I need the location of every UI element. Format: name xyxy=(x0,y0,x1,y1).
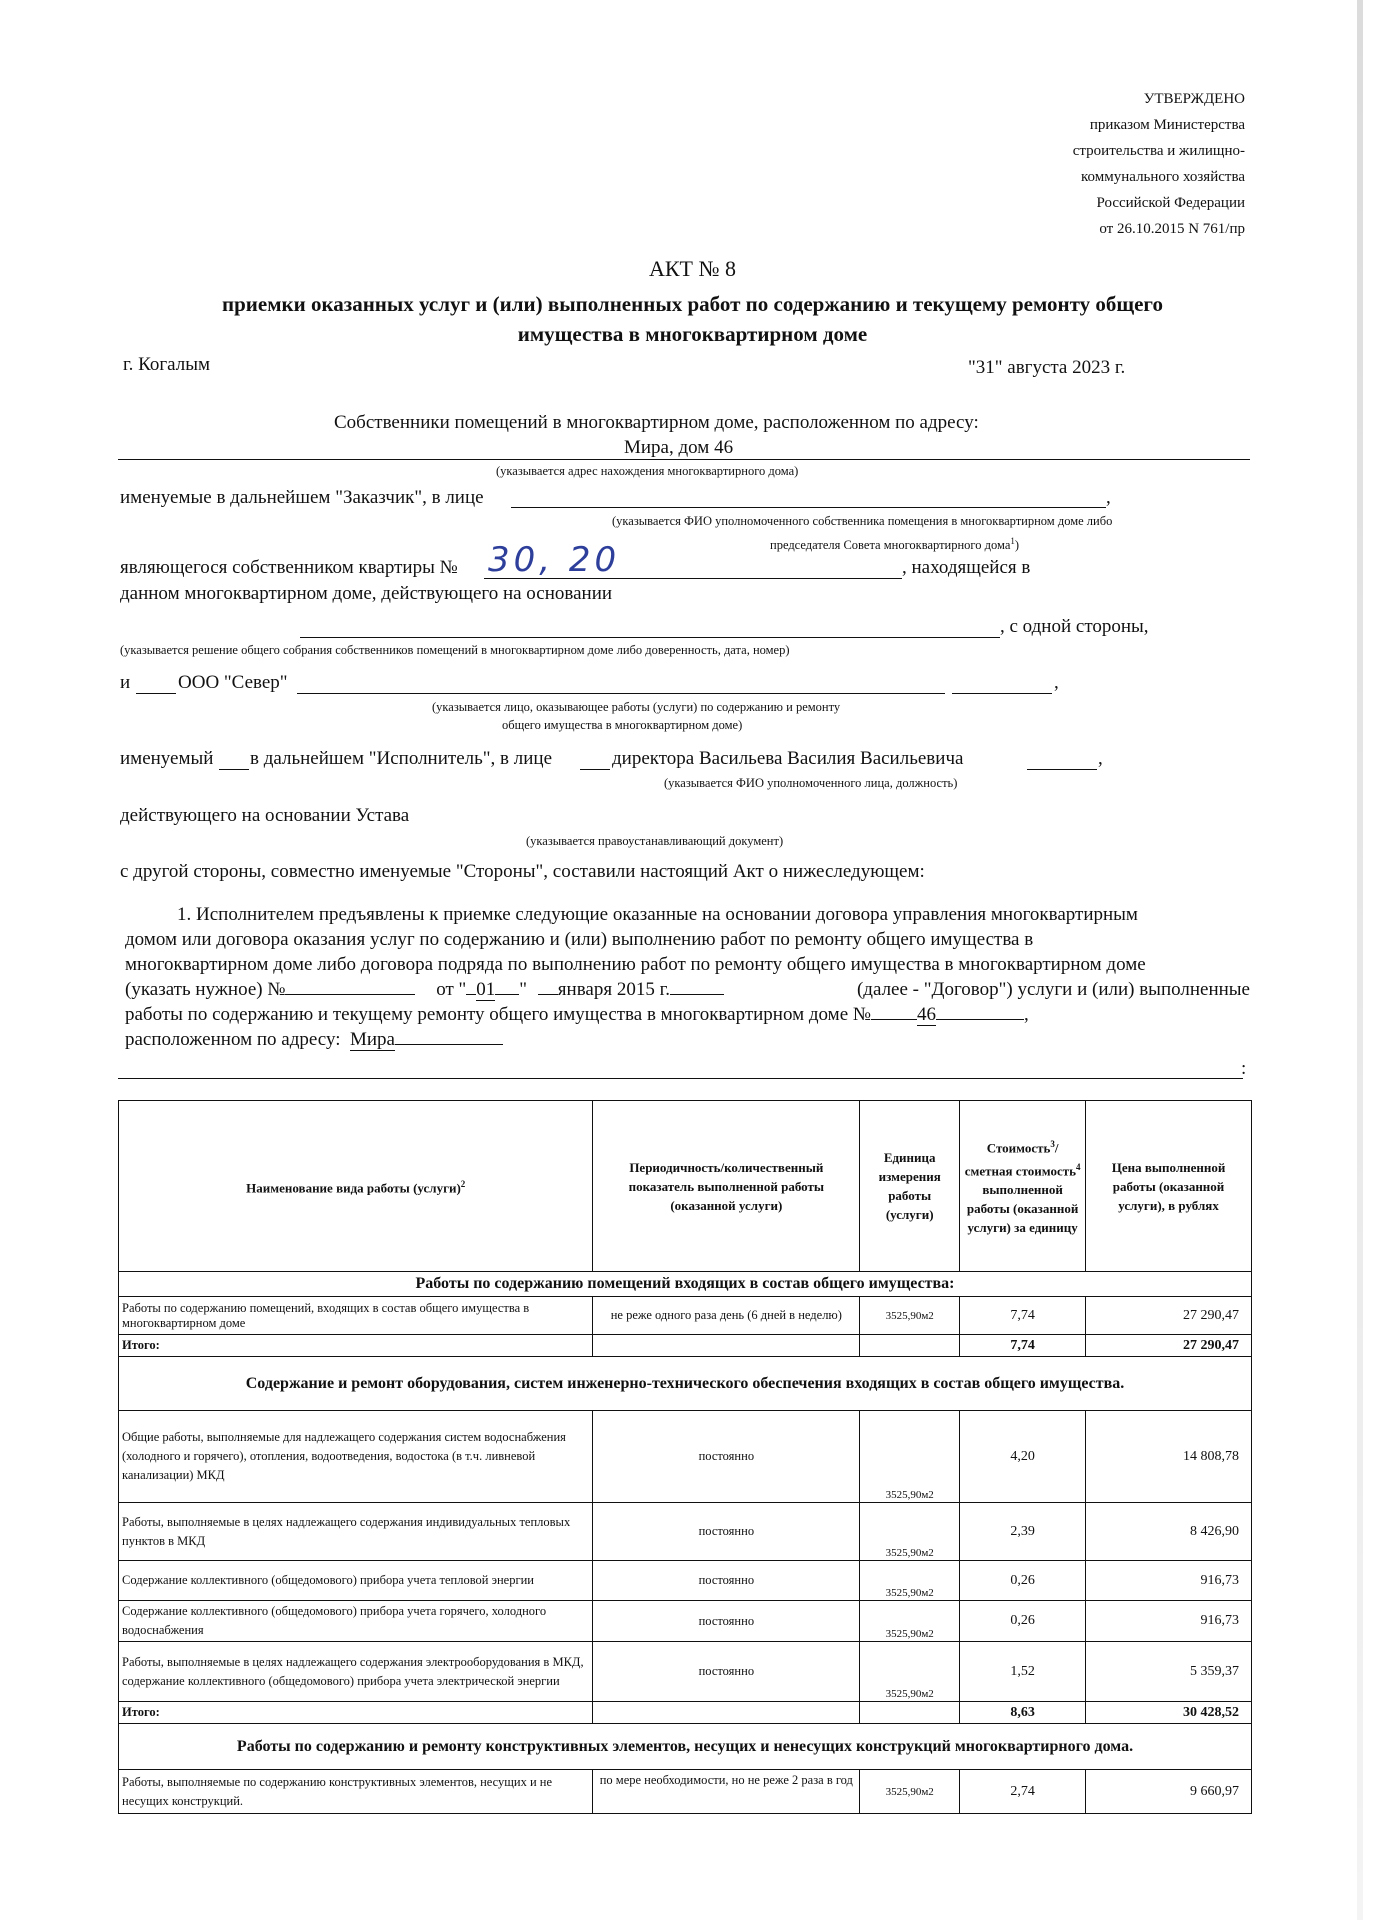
para1-line-5 xyxy=(125,1002,1250,1027)
executor-hint-1: (указывается лицо, оказывающее работы (услуги) по содержанию и ремонту xyxy=(432,700,841,714)
approval-line: приказом Министерства xyxy=(1089,117,1245,133)
cell-cost: 0,26 xyxy=(960,1561,1086,1601)
cell-price: 14 808,78 xyxy=(1086,1411,1252,1503)
header-cost xyxy=(960,1101,1086,1272)
works-text: работы по содержанию и текущему ремонту общего имущества в многоквартирном доме № xyxy=(125,1004,872,1025)
act-date: "31" августа 2023 г. xyxy=(968,357,1126,378)
cell-period: не реже одного раза день (6 дней в неделю) xyxy=(593,1297,860,1335)
header-name xyxy=(119,1101,593,1272)
executor-name: ООО "Север" xyxy=(178,672,288,693)
cell-cost: 0,26 xyxy=(960,1601,1086,1642)
total-empty xyxy=(593,1335,860,1357)
named-middle: в дальнейшем "Исполнитель", в лице xyxy=(250,748,552,769)
paragraph-1 xyxy=(125,902,1250,1052)
customer-hint-1: (указывается ФИО уполномоченного собственника помещения в многоквартирном доме либо xyxy=(612,514,1113,528)
owners-line: Собственники помещений в многоквартирном доме, расположенном по адресу: xyxy=(334,412,979,433)
cell-unit: 3525,90м2 xyxy=(860,1561,960,1601)
contract-month: января 2015 г. xyxy=(557,979,670,1000)
customer-underline xyxy=(511,507,1106,508)
section-title: Работы по содержанию и ремонту конструктивных элементов, несущих и ненесущих конструкций многоквартирного дома. xyxy=(119,1724,1252,1770)
cell-period: постоянно xyxy=(593,1642,860,1702)
total-label: Итого: xyxy=(119,1335,593,1357)
cell-name: Работы, выполняемые в целях надлежащего содержания индивидуальных тепловых пунктов в МКД xyxy=(119,1503,593,1561)
table-header-row xyxy=(119,1101,1252,1272)
customer-hint-2-end: ) xyxy=(1014,538,1020,553)
scan-edge xyxy=(1357,0,1363,1920)
header-price: Цена выполненной работы (оказанной услуги), в рублях xyxy=(1086,1101,1252,1272)
contract-date-quote: " xyxy=(519,979,528,1000)
customer-comma: , xyxy=(1106,487,1111,508)
cell-period: по мере необходимости, но не реже 2 раза в год xyxy=(593,1770,860,1814)
section-title: Работы по содержанию помещений входящих в состав общего имущества: xyxy=(119,1272,1252,1297)
cell-unit: 3525,90м2 xyxy=(860,1297,960,1335)
total-price: 30 428,52 xyxy=(1086,1702,1252,1724)
footnote-mark: 3 xyxy=(1050,1139,1055,1150)
contract-day-trail xyxy=(495,994,519,995)
director-comma: , xyxy=(1098,748,1103,769)
contract-suffix: (далее - "Договор") услуги и (или) выполненные xyxy=(856,979,1250,1000)
act-subtitle-line: имущества в многоквартирном доме xyxy=(517,322,868,346)
director-lead-underline xyxy=(580,769,610,770)
executor-lead-underline xyxy=(136,693,176,694)
acting-hint: (указывается правоустанавливающий документ) xyxy=(526,834,784,848)
owner-flat-prefix: являющегося собственником квартиры № xyxy=(120,557,458,578)
flat-underline xyxy=(484,578,902,579)
executor-hint-2: общего имущества в многоквартирном доме) xyxy=(502,718,743,732)
house-number: 46 xyxy=(917,1004,937,1025)
para1-line: домом или договора оказания услуг по содержанию и (или) выполнению работ по ремонту общего имущества в xyxy=(125,929,1034,950)
total-cost: 8,63 xyxy=(960,1702,1086,1724)
approval-stamp-text xyxy=(1073,86,1245,242)
list-colon: : xyxy=(1241,1058,1247,1079)
cell-price: 27 290,47 xyxy=(1086,1297,1252,1335)
cell-unit: 3525,90м2 xyxy=(860,1642,960,1702)
house-number-trail xyxy=(936,1019,1024,1020)
header-unit: Единица измерения работы (услуги) xyxy=(860,1101,960,1272)
contract-day: 01 xyxy=(476,979,496,1000)
para1-line: 1. Исполнителем предъявлены к приемке следующие оказанные на основании договора управления многоквартирным xyxy=(177,904,1138,925)
customer-hint-2 xyxy=(770,536,1019,553)
header-period: Периодичность/количественный показатель выполненной работы (оказанной услуги) xyxy=(593,1101,860,1272)
house-number-lead xyxy=(871,1019,917,1020)
basis-line: данном многоквартирном доме, действующего на основании xyxy=(120,583,613,604)
approval-line: УТВЕРЖДЕНО xyxy=(1143,91,1245,107)
cell-unit: 3525,90м2 xyxy=(860,1770,960,1814)
customer-hint-2-text: председателя Совета многоквартирного дома xyxy=(770,538,1011,553)
act-subtitle-line: приемки оказанных услуг и (или) выполненных работ по содержанию и текущему ремонту общего xyxy=(222,292,1163,316)
director-name: директора Васильева Василия Васильевича xyxy=(612,748,964,769)
named-underline xyxy=(219,769,249,770)
section-title-row xyxy=(119,1357,1252,1411)
section-title-row xyxy=(119,1724,1252,1770)
table-row xyxy=(119,1561,1252,1601)
cell-name: Содержание коллективного (общедомового) прибора учета горячего, холодного водоснабжения xyxy=(119,1601,593,1642)
acting-basis: действующего на основании Устава xyxy=(120,805,410,826)
director-hint: (указывается ФИО уполномоченного лица, должность) xyxy=(664,776,958,790)
cell-price: 5 359,37 xyxy=(1086,1642,1252,1702)
city: г. Когалым xyxy=(123,354,211,375)
para1-line: многоквартирном доме либо договора подряда по выполнению работ по ремонту общего имущества в многоквартирном доме xyxy=(125,954,1146,975)
contract-number-blank xyxy=(285,994,415,995)
section-title: Содержание и ремонт оборудования, систем инженерно-технического обеспечения входящих в состав общего имущества. xyxy=(119,1357,1252,1411)
contract-month-lead xyxy=(538,994,558,995)
table-row xyxy=(119,1411,1252,1503)
contract-day-lead xyxy=(466,994,476,995)
cell-name: Работы, выполняемые по содержанию конструктивных элементов, несущих и не несущих конструкций. xyxy=(119,1770,593,1814)
cell-name: Работы по содержанию помещений, входящих в состав общего имущества в многоквартирном доме xyxy=(119,1297,593,1335)
total-price: 27 290,47 xyxy=(1086,1335,1252,1357)
table-row xyxy=(119,1297,1252,1335)
other-side: с другой стороны, совместно именуемые "Стороны", составили настоящий Акт о нижеследующем: xyxy=(120,861,925,882)
cell-price: 9 660,97 xyxy=(1086,1770,1252,1814)
cell-price: 916,73 xyxy=(1086,1601,1252,1642)
approval-line: Российской Федерации xyxy=(1096,195,1245,211)
table-row xyxy=(119,1642,1252,1702)
header-cost-text: /сметная стоимость xyxy=(964,1140,1076,1178)
header-cost-text: выполненной работы (оказанной услуги) за единицу xyxy=(966,1181,1079,1235)
cell-name: Содержание коллективного (общедомового) прибора учета тепловой энергии xyxy=(119,1561,593,1601)
cell-cost: 2,74 xyxy=(960,1770,1086,1814)
table-row xyxy=(119,1601,1252,1642)
header-name-text: Наименование вида работы (услуги) xyxy=(246,1180,461,1196)
cell-unit: 3525,90м2 xyxy=(860,1411,960,1503)
cell-period: постоянно xyxy=(593,1503,860,1561)
approval-line: коммунального хозяйства xyxy=(1081,169,1245,185)
footnote-mark: 4 xyxy=(1076,1161,1081,1172)
cell-name: Работы, выполняемые в целях надлежащего содержания электрооборудования в МКД, содержание коллективного (общедомового) прибора учета электрической энергии xyxy=(119,1642,593,1702)
handwritten-flat-numbers: 30, 20 xyxy=(488,540,621,580)
table-row xyxy=(119,1770,1252,1814)
executor-comma: , xyxy=(1054,672,1059,693)
street-trail xyxy=(395,1044,503,1045)
total-empty xyxy=(860,1335,960,1357)
cell-price: 916,73 xyxy=(1086,1561,1252,1601)
and-word: и xyxy=(120,672,131,693)
named-prefix: именуемый xyxy=(120,748,214,769)
para1-line-6 xyxy=(125,1027,1250,1052)
total-empty xyxy=(593,1702,860,1724)
house-number-comma: , xyxy=(1024,1004,1029,1025)
total-label: Итого: xyxy=(119,1702,593,1724)
executor-underline-2 xyxy=(952,693,1052,694)
customer-line: именуемые в дальнейшем "Заказчик", в лице xyxy=(120,487,484,508)
act-subtitle xyxy=(0,289,1385,349)
footnote-mark: 1 xyxy=(1010,536,1015,546)
total-row xyxy=(119,1335,1252,1357)
contract-number-label: (указать нужное) № xyxy=(125,979,286,1000)
cell-period: постоянно xyxy=(593,1601,860,1642)
cell-cost: 2,39 xyxy=(960,1503,1086,1561)
contract-month-blank xyxy=(670,994,724,995)
contract-date-prefix: от " xyxy=(436,979,467,1000)
cell-period: постоянно xyxy=(593,1561,860,1601)
cell-name: Общие работы, выполняемые для надлежащего содержания систем водоснабжения (холодного и горячего), отопления, водоотведения, водостока (в т.ч. ливневой канализации) МКД xyxy=(119,1411,593,1503)
address-continue-underline xyxy=(118,1078,1243,1079)
cell-cost: 1,52 xyxy=(960,1642,1086,1702)
one-side: , с одной стороны, xyxy=(1000,616,1149,637)
executor-underline xyxy=(297,693,945,694)
street-name: Мира xyxy=(350,1029,395,1050)
basis-hint: (указывается решение общего собрания собственников помещений в многоквартирном доме либо доверенность, дата, номер) xyxy=(120,643,790,657)
cell-cost: 7,74 xyxy=(960,1297,1086,1335)
cell-period: постоянно xyxy=(593,1411,860,1503)
header-cost-text: Стоимость xyxy=(986,1140,1051,1156)
street-label: расположенном по адресу: xyxy=(125,1029,341,1050)
cell-unit: 3525,90м2 xyxy=(860,1503,960,1561)
section-title-row xyxy=(119,1272,1252,1297)
cell-cost: 4,20 xyxy=(960,1411,1086,1503)
para1-line-4 xyxy=(125,977,1250,1002)
cell-price: 8 426,90 xyxy=(1086,1503,1252,1561)
works-table xyxy=(118,1100,1252,1814)
director-trail-underline xyxy=(1027,769,1097,770)
table-row xyxy=(119,1503,1252,1561)
house-address: Мира, дом 46 xyxy=(624,437,734,458)
owner-flat-suffix: , находящейся в xyxy=(902,557,1031,578)
total-row xyxy=(119,1702,1252,1724)
address-underline xyxy=(118,459,1250,460)
approval-line: строительства и жилищно- xyxy=(1072,143,1245,159)
approval-line: от 26.10.2015 N 761/пр xyxy=(1099,221,1245,237)
footnote-mark: 2 xyxy=(460,1178,466,1189)
act-title: АКТ № 8 xyxy=(649,256,736,281)
basis-underline xyxy=(300,637,1000,638)
address-hint: (указывается адрес нахождения многоквартирного дома) xyxy=(496,464,799,478)
total-cost: 7,74 xyxy=(960,1335,1086,1357)
total-empty xyxy=(860,1702,960,1724)
cell-unit: 3525,90м2 xyxy=(860,1601,960,1642)
